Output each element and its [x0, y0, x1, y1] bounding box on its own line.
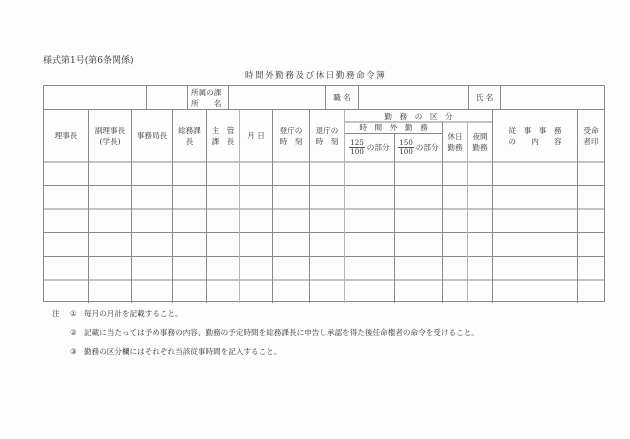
header-manager-line2: 課 長 [211, 136, 235, 146]
name-field[interactable] [501, 86, 604, 109]
table-row[interactable] [44, 210, 604, 232]
header-holiday-line2: 勤務 [447, 142, 463, 152]
header-vice-chairman-line1: 副理事長 [94, 125, 126, 135]
table-row[interactable] [44, 186, 604, 208]
overtime-125-suffix: の部分 [366, 143, 390, 152]
header-duty-content-line1: 従 事 事 務 [508, 125, 562, 135]
header-general-affairs-line1: 総務課 [178, 125, 201, 135]
header-overtime-125 [345, 134, 394, 161]
note-text: 毎月の月計を記載すること。 [84, 309, 183, 318]
header-receiver-seal [578, 110, 604, 161]
note-number: ③ [70, 347, 77, 356]
header-departure-line1: 退庁の [315, 125, 339, 135]
note-number: ② [70, 328, 77, 337]
header-departure-time [310, 110, 344, 161]
header-receiver-seal-line2: 者印 [583, 136, 599, 146]
header-work-category: 勤 務 の 区 分 [384, 111, 453, 121]
header-holiday-line1: 休日 [447, 131, 463, 141]
note-number: ① [70, 309, 77, 318]
header-holiday-work [443, 122, 467, 161]
department-label [188, 86, 228, 109]
table-row[interactable] [44, 162, 604, 185]
fraction-denominator: 100 [350, 148, 364, 156]
position-label: 職 名 [333, 93, 351, 102]
header-manager-line1: 主 管 [211, 125, 235, 135]
header-manager [207, 110, 239, 161]
note-text: 記載に当たっては予め事務の内容、勤務の予定時間を総務課長に申告し承認を得た後任命権者の命令を受けること。 [84, 328, 479, 337]
department-label-line1: 所属の課 [191, 87, 222, 97]
fraction-numerator: 150 [399, 139, 413, 147]
header-overtime: 時 間 外 勤 務 [359, 123, 428, 132]
notes-label: 注 [52, 309, 60, 318]
note-item-3 [52, 346, 281, 357]
fraction-150-100 [398, 139, 413, 156]
header-secretary-general: 事務局長 [136, 131, 168, 140]
table-row[interactable] [44, 257, 604, 279]
header-night-line2: 勤務 [472, 142, 488, 152]
overtime-150-suffix: の部分 [415, 143, 439, 152]
table-row[interactable] [44, 233, 604, 256]
note-item-1 [52, 308, 183, 319]
header-duty-content-line2: の 内 容 [508, 136, 562, 146]
header-vice-chairman-line2: (学長) [99, 136, 121, 146]
note-text: 勤務の区分欄にはそれぞれ当該従事時間を記入すること。 [84, 347, 282, 356]
header-vice-chairman [89, 110, 131, 161]
header-arrival-time [273, 110, 309, 161]
header-overtime-150 [395, 134, 442, 161]
fraction-125-100 [349, 139, 364, 156]
header-chairman: 理事長 [54, 131, 78, 140]
document-title: 時間外勤務及び休日勤務命令簿 [245, 71, 387, 81]
fraction-numerator: 125 [350, 139, 364, 147]
header-arrival-line2: 時 刻 [279, 136, 303, 146]
overtime-order-table [43, 85, 605, 302]
department-field[interactable] [229, 86, 325, 109]
form-label: 様式第1号(第6条関係) [43, 56, 134, 66]
header-departure-line2: 時 刻 [315, 136, 339, 146]
header-night-work [468, 122, 492, 161]
table-row[interactable] [44, 281, 604, 302]
header-arrival-line1: 登庁の [279, 125, 303, 135]
department-label-line2: 所 名 [191, 98, 222, 108]
fraction-denominator: 100 [399, 148, 413, 156]
header-date: 月 日 [247, 131, 265, 140]
header-receiver-seal-line1: 受命 [583, 125, 599, 135]
note-item-2 [52, 327, 479, 338]
grid-line [146, 86, 147, 110]
header-night-line1: 夜間 [472, 131, 488, 141]
name-label: 氏 名 [475, 93, 494, 102]
position-field[interactable] [359, 86, 468, 109]
header-general-affairs [173, 110, 206, 161]
header-duty-content [493, 110, 577, 161]
header-general-affairs-line2: 長 [185, 136, 194, 146]
